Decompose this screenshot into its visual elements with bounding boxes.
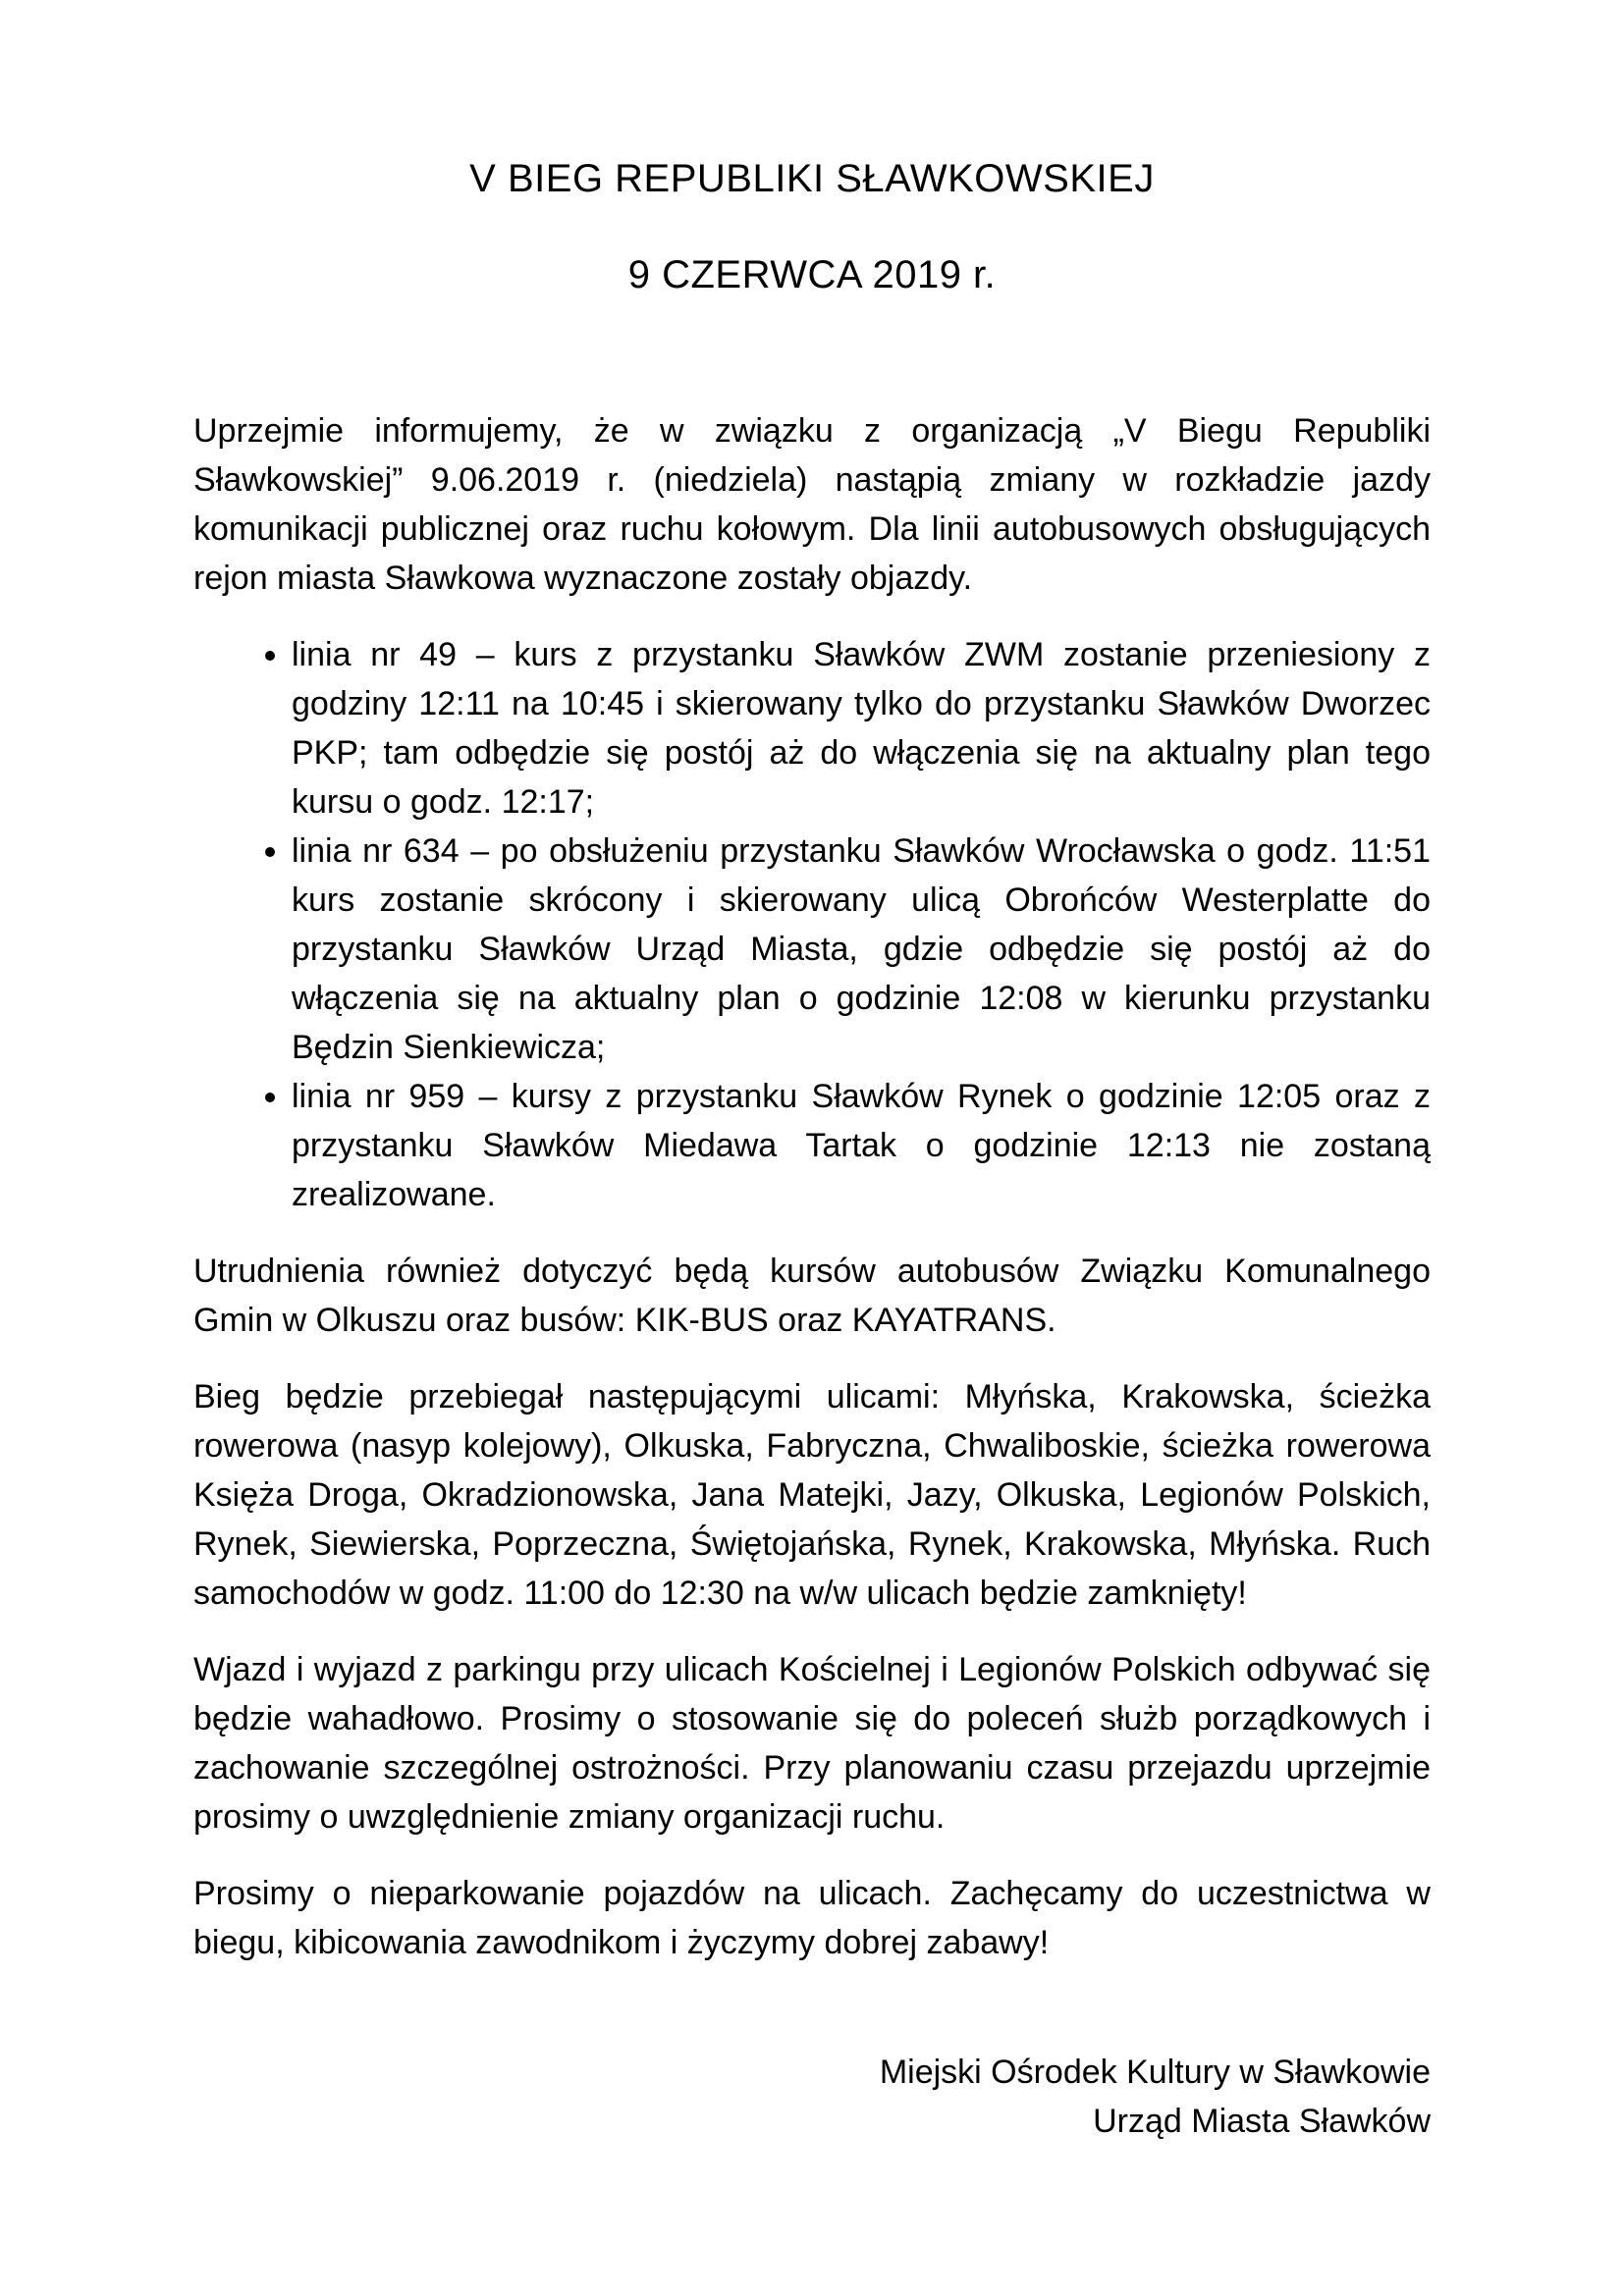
list-item-line-49: • linia nr 49 – kurs z przystanku Sławków ZWM zostanie przeniesiony z godziny 12:11 na 10:45 i skierowany tylko do przystanku Sławków Dworzec PKP; tam odbędzie się postój aż do włączenia się na aktualny plan tego kursu o godz. 12:17; — [292, 630, 1431, 827]
signature-block — [193, 2048, 1431, 2146]
list-item-line-959: • linia nr 959 – kursy z przystanku Sławków Rynek o godzinie 12:05 oraz z przystanku Sławków Miedawa Tartak o godzinie 12:13 nie zostaną zrealizowane. — [292, 1072, 1431, 1219]
paragraph-other-operators: Utrudnienia również dotyczyć będą kursów autobusów Związku Komunalnego Gmin w Olkuszu oraz busów: KIK-BUS oraz KAYATRANS. — [193, 1253, 1431, 1339]
list-item-line-634: • linia nr 634 – po obsłużeniu przystanku Sławków Wrocławska o godz. 11:51 kurs zostanie skrócony i skierowany ulicą Obrońców Westerplatte do przystanku Sławków Urząd Miasta, gdzie odbędzie się postój aż do włączenia się na aktualny plan o godzinie 12:08 w kierunku przystanku Będzin Sienkiewicza; — [292, 827, 1431, 1072]
bus-changes-list — [193, 630, 1431, 1219]
paragraph-parking-access: Wjazd i wyjazd z parkingu przy ulicach Kościelnej i Legionów Polskich odbywać się będzie wahadłowo. Prosimy o stosowanie się do poleceń służb porządkowych i zachowanie szczególnej ostrożności. Przy planowaniu czasu przejazdu uprzejmie prosimy o uwzględnienie zmiany organizacji ruchu. — [193, 1651, 1431, 1836]
signature-line-organizer-1: Miejski Ośrodek Kultury w Sławkowie — [879, 2054, 1431, 2091]
paragraph-closing-request: Prosimy o nieparkowanie pojazdów na ulicach. Zachęcamy do uczestnictwa w biegu, kibicowania zawodnikom i życzymy dobrej zabawy! — [193, 1875, 1431, 1961]
document-date: 9 CZERWCA 2019 r. — [627, 253, 997, 296]
paragraph-run-route: Bieg będzie przebiegał następującymi ulicami: Młyńska, Krakowska, ścieżka rowerowa (nasyp kolejowy), Olkuska, Fabryczna, Chwaliboskie, ścieżka rowerowa Księża Droga, Okradzionowska, Jana Matejki, Jazy, Olkuska, Legionów Polskich, Rynek, Siewierska, Poprzeczna, Świętojańska, Rynek, Krakowska, Młyńska. Ruch samochodów w godz. 11:00 do 12:30 na w/w ulicach będzie zamknięty! — [193, 1378, 1431, 1612]
document-title: V BIEG REPUBLIKI SŁAWKOWSKIEJ — [469, 157, 1155, 200]
intro-paragraph: Uprzejmie informujemy, że w związku z organizacją „V Biegu Republiki Sławkowskiej” 9.06.2019 r. (niedziela) nastąpią zmiany w rozkładzie jazdy komunikacji publicznej oraz ruchu kołowym. Dla linii autobusowych obsługujących rejon miasta Sławkowa wyznaczone zostały objazdy. — [193, 412, 1431, 597]
signature-line-organizer-2: Urząd Miasta Sławków — [1093, 2103, 1431, 2140]
